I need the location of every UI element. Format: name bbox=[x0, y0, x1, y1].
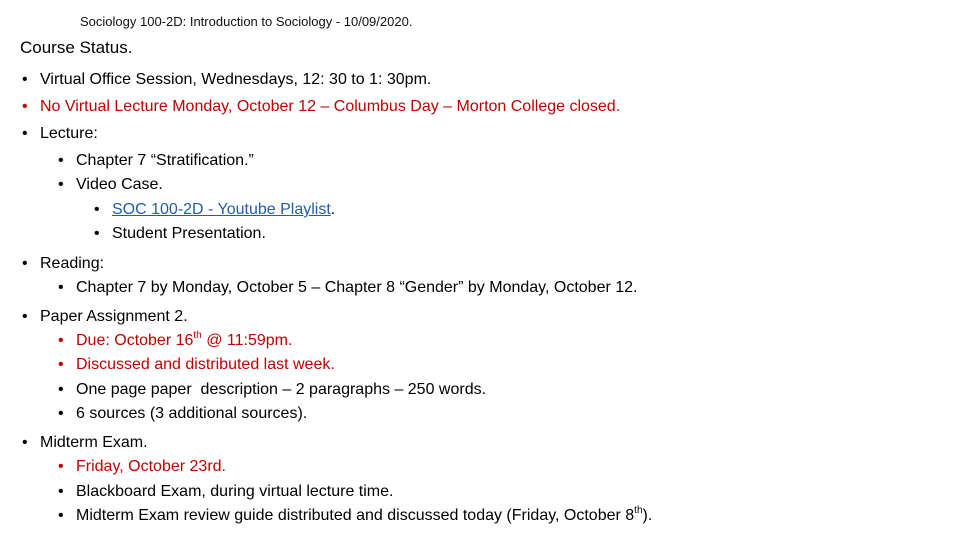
bullet-marker: • bbox=[58, 405, 64, 422]
subbullet-playlist bbox=[94, 200, 335, 220]
bullet-marker: • bbox=[58, 483, 64, 500]
subbullet-sources bbox=[58, 404, 307, 424]
bullet-text: No Virtual Lecture Monday, October 12 – Columbus Day – Morton College closed. bbox=[40, 98, 621, 115]
bullet-text: Video Case. bbox=[76, 176, 163, 193]
review-suffix: ). bbox=[642, 507, 653, 524]
bullet-marker: • bbox=[58, 507, 64, 524]
subbullet-due bbox=[58, 331, 292, 351]
bullet-reading bbox=[22, 254, 104, 274]
bullet-text: Chapter 7 by Monday, October 5 – Chapter 8 “Gender” by Monday, October 12. bbox=[76, 279, 638, 296]
bullet-text: Friday, October 23rd. bbox=[76, 458, 226, 475]
subbullet-one-page bbox=[58, 380, 486, 400]
bullet-midterm bbox=[22, 433, 148, 453]
bullet-paper bbox=[22, 307, 188, 327]
subbullet-friday bbox=[58, 457, 226, 477]
subbullet-blackboard bbox=[58, 482, 393, 502]
due-superscript: th bbox=[193, 329, 202, 341]
bullet-text: Chapter 7 “Stratification.” bbox=[76, 152, 254, 169]
bullet-text: Virtual Office Session, Wednesdays, 12: 30 to 1: 30pm. bbox=[40, 71, 432, 88]
bullet-marker: • bbox=[58, 381, 64, 398]
bullet-marker: • bbox=[22, 434, 28, 451]
bullet-text: Blackboard Exam, during virtual lecture time. bbox=[76, 483, 394, 500]
bullet-marker: • bbox=[94, 201, 100, 218]
subbullet-student-presentation bbox=[94, 224, 266, 244]
bullet-marker: • bbox=[22, 98, 28, 115]
bullet-text: Midterm Exam. bbox=[40, 434, 148, 451]
bullet-marker: • bbox=[58, 458, 64, 475]
subbullet-chapter7 bbox=[58, 151, 254, 171]
bullet-lecture bbox=[22, 124, 98, 144]
bullet-text: Lecture: bbox=[40, 125, 98, 142]
bullet-text: Discussed and distributed last week. bbox=[76, 356, 335, 373]
subbullet-reading-detail bbox=[58, 278, 637, 298]
bullet-marker: • bbox=[58, 279, 64, 296]
subbullet-video-case bbox=[58, 175, 163, 195]
link-suffix: . bbox=[330, 201, 336, 218]
bullet-marker: • bbox=[58, 152, 64, 169]
subbullet-review-guide bbox=[58, 506, 652, 526]
bullet-marker: • bbox=[58, 356, 64, 373]
bullet-virtual-office bbox=[22, 70, 431, 90]
bullet-marker: • bbox=[58, 176, 64, 193]
bullet-text: 6 sources (3 additional sources). bbox=[76, 405, 308, 422]
bullet-marker: • bbox=[22, 255, 28, 272]
bullet-marker: • bbox=[94, 225, 100, 242]
bullet-text: One page paper description – 2 paragraphs – 250 words. bbox=[76, 381, 487, 398]
due-text: Due: October 16 bbox=[76, 332, 194, 349]
bullet-text: Student Presentation. bbox=[112, 225, 266, 242]
review-text: Midterm Exam review guide distributed and discussed today (Friday, October 8 bbox=[76, 507, 635, 524]
bullet-marker: • bbox=[58, 332, 64, 349]
bullet-marker: • bbox=[22, 125, 28, 142]
subbullet-discussed bbox=[58, 355, 335, 375]
due-time: @ 11:59pm. bbox=[201, 332, 293, 349]
slide-title: Sociology 100-2D: Introduction to Sociology - 10/09/2020. bbox=[80, 14, 413, 29]
bullet-no-lecture bbox=[22, 97, 620, 117]
bullet-marker: • bbox=[22, 71, 28, 88]
review-superscript: th bbox=[634, 504, 643, 516]
youtube-playlist-link[interactable]: SOC 100-2D - Youtube Playlist bbox=[112, 201, 331, 218]
bullet-text: Paper Assignment 2. bbox=[40, 308, 188, 325]
bullet-text: Reading: bbox=[40, 255, 105, 272]
section-heading: Course Status. bbox=[20, 38, 133, 57]
bullet-marker: • bbox=[22, 308, 28, 325]
